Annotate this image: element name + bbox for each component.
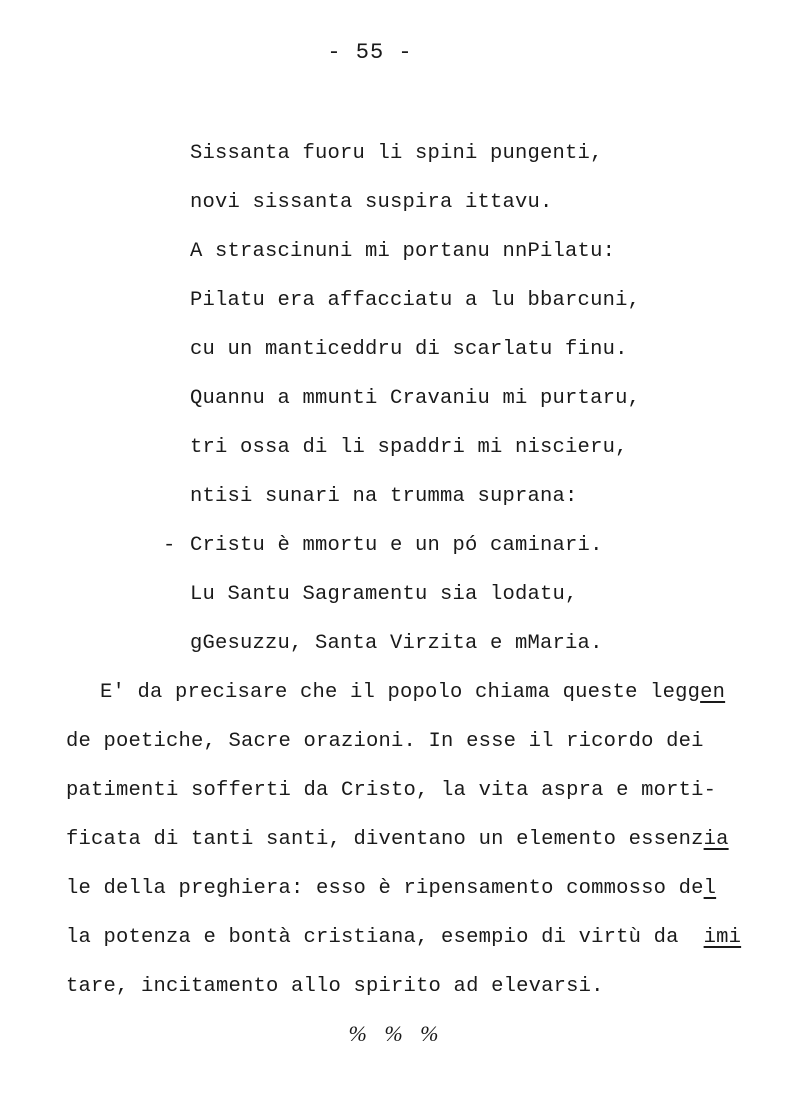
prose-line: [66, 826, 729, 854]
prose-underlined-text: l: [703, 877, 717, 900]
prose-line: [66, 875, 716, 903]
prose-line: [66, 924, 741, 952]
prose-line: de poetiche, Sacre orazioni. In esse il ricordo dei: [66, 730, 704, 753]
verse-line: tri ossa di li spaddri mi niscieru,: [190, 436, 628, 459]
prose-text: E' da precisare che il popolo chiama queste legg: [100, 681, 701, 704]
verse-line: Quannu a mmunti Cravaniu mi purtaru,: [190, 387, 641, 410]
prose-line: [100, 679, 725, 707]
prose-underlined-text: ia: [703, 828, 729, 851]
verse-line: gGesuzzu, Santa Virzita e mMaria.: [190, 632, 603, 655]
prose-underlined-text: en: [700, 681, 726, 704]
prose-underlined-text: imi: [703, 926, 742, 949]
verse-dash: -: [163, 534, 176, 557]
verse-line: Pilatu era affacciatu a lu bbarcuni,: [190, 289, 641, 312]
verse-line: Cristu è mmortu e un pó caminari.: [190, 534, 603, 557]
verse-line: Lu Santu Sagramentu sia lodatu,: [190, 583, 578, 606]
prose-line: patimenti sofferti da Cristo, la vita aspra e morti-: [66, 779, 717, 802]
verse-line: novi sissanta suspira ittavu.: [190, 191, 553, 214]
page-number: - 55 -: [327, 40, 413, 65]
prose-line: tare, incitamento allo spirito ad elevarsi.: [66, 975, 604, 998]
verse-line: Sissanta fuoru li spini pungenti,: [190, 142, 603, 165]
prose-text: le della preghiera: esso è ripensamento commosso de: [66, 877, 704, 900]
section-separator: [0, 1021, 797, 1047]
separator-text: % % %: [348, 1021, 445, 1046]
prose-text: ficata di tanti santi, diventano un elemento essenz: [66, 828, 704, 851]
prose-text: la potenza e bontà cristiana, esempio di virtù da: [66, 926, 704, 949]
verse-line: A strascinuni mi portanu nnPilatu:: [190, 240, 616, 263]
verse-line: cu un manticeddru di scarlatu finu.: [190, 338, 628, 361]
verse-line: ntisi sunari na trumma suprana:: [190, 485, 578, 508]
